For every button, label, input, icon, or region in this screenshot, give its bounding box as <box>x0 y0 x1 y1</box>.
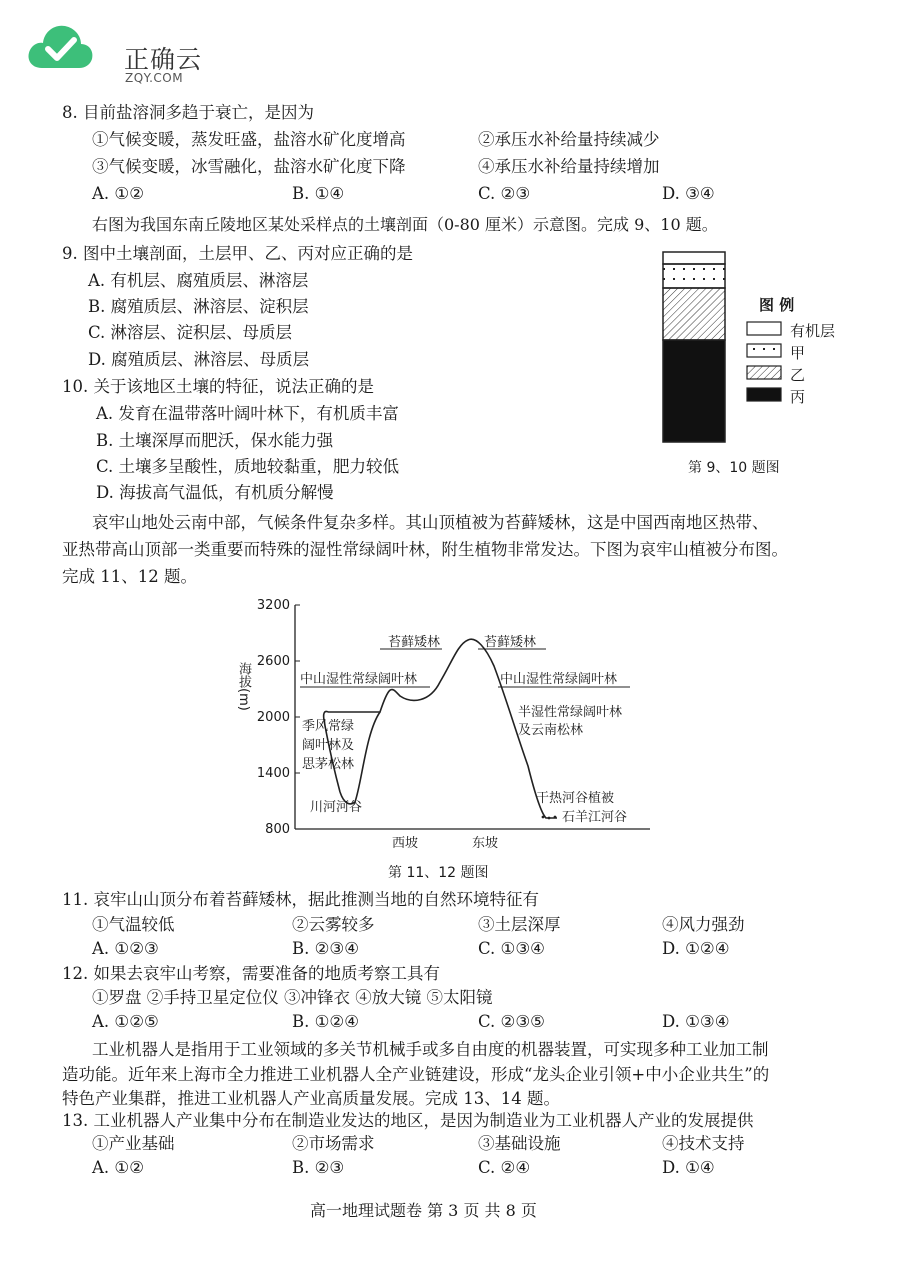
cloud-check-icon <box>24 18 96 76</box>
intro-13-14-line1: 工业机器人是指用于工业领域的多关节机械手或多自由度的机器装置，可实现多种工业加工制 <box>92 1040 769 1059</box>
soil-legend <box>747 322 781 401</box>
chart-label-moss-west: 苔藓矮林 <box>388 635 441 650</box>
q8-statement-1: ①气候变暖，蒸发旺盛，盐溶水矿化度增高 <box>92 130 406 149</box>
q13-option-c: C. ②④ <box>478 1158 531 1177</box>
q8-option-a: A. ①② <box>92 184 144 203</box>
q8-option-c: C. ②③ <box>478 184 531 203</box>
q9-option-a: A. 有机层、腐殖质层、淋溶层 <box>88 271 309 290</box>
chart-label-midmountain-west: 中山湿性常绿阔叶林 <box>300 672 418 687</box>
chart-label-shiyangjiang-valley: 石羊江河谷 <box>562 810 628 825</box>
q8-stem: 8. 目前盐溶洞多趋于衰亡，是因为 <box>62 103 314 122</box>
q8-statement-2: ②承压水补给量持续减少 <box>478 130 660 149</box>
q9-option-d: D. 腐殖质层、淋溶层、母质层 <box>88 350 310 369</box>
legend-swatch-organic <box>747 322 781 335</box>
q11-statement-3: ③土层深厚 <box>478 915 561 934</box>
q12-option-d: D. ①③④ <box>662 1012 730 1031</box>
intro-9-10: 右图为我国东南丘陵地区某处采样点的土壤剖面（0-80 厘米）示意图。完成 9、10 题。 <box>92 215 718 234</box>
q11-statement-1: ①气温较低 <box>92 915 175 934</box>
q13-stem: 13. 工业机器人产业集中分布在制造业发达的地区，是因为制造业为工业机器人产业的发展提供 <box>62 1111 754 1130</box>
q12-option-a: A. ①②⑤ <box>92 1012 159 1031</box>
q13-option-a: A. ①② <box>92 1158 144 1177</box>
q11-option-a: A. ①②③ <box>92 939 159 958</box>
soil-legend-bing: 丙 <box>790 388 806 406</box>
chart-label-chuanhe-valley: 川河河谷 <box>310 800 363 815</box>
layer-yi <box>663 288 725 340</box>
q12-option-c: C. ②③⑤ <box>478 1012 545 1031</box>
q10-option-c: C. 土壤多呈酸性，质地较黏重，肥力较低 <box>96 457 400 476</box>
soil-legend-jia: 甲 <box>790 344 806 362</box>
soil-legend-yi: 乙 <box>790 366 806 384</box>
q13-statement-3: ③基础设施 <box>478 1134 561 1153</box>
y-tick-label: 1400 <box>256 766 290 781</box>
intro-13-14-line3: 特色产业集群，推进工业机器人产业高质量发展。完成 13、14 题。 <box>62 1089 560 1108</box>
q10-stem: 10. 关于该地区土壤的特征，说法正确的是 <box>62 377 374 396</box>
q8-option-b: B. ①④ <box>292 184 345 203</box>
q11-statement-2: ②云雾较多 <box>292 915 375 934</box>
legend-swatch-bing <box>747 388 781 401</box>
valley-dot <box>542 816 545 819</box>
y-tick-label: 3200 <box>256 598 290 613</box>
brand-name: 正确云 <box>124 45 203 74</box>
y-tick-label: 2000 <box>256 710 290 725</box>
q13-statement-4: ④技术支持 <box>662 1134 745 1153</box>
layer-bing <box>663 340 725 442</box>
chart-label-moss-east: 苔藓矮林 <box>484 635 537 650</box>
legend-swatch-yi <box>747 366 781 379</box>
valley-dot <box>554 816 557 819</box>
soil-figure-caption: 第 9、10 题图 <box>688 460 780 476</box>
q11-statement-4: ④风力强劲 <box>662 915 745 934</box>
q10-option-d: D. 海拔高气温低，有机质分解慢 <box>96 483 334 502</box>
q10-option-b: B. 土壤深厚而肥沃，保水能力强 <box>96 431 334 450</box>
x-label-east-slope: 东坡 <box>472 836 499 851</box>
valley-dot <box>548 817 551 820</box>
x-label-west-slope: 西坡 <box>392 836 419 851</box>
q13-statement-1: ①产业基础 <box>92 1134 175 1153</box>
q10-option-a: A. 发育在温带落叶阔叶林下，有机质丰富 <box>96 404 399 423</box>
q9-option-c: C. 淋溶层、淀积层、母质层 <box>88 323 293 342</box>
q11-option-b: B. ②③④ <box>292 939 359 958</box>
q12-option-b: B. ①②④ <box>292 1012 359 1031</box>
intro-11-12-line3: 完成 11、12 题。 <box>62 567 197 586</box>
chart-label-semihumid-2: 及云南松林 <box>518 723 584 738</box>
intro-13-14-line2: 造功能。近年来上海市全力推进工业机器人全产业链建设，形成“龙头企业引领+中小企业共生”的 <box>62 1065 770 1084</box>
y-tick-label: 2600 <box>256 654 290 669</box>
chart-label-monsoon-3: 思茅松林 <box>302 757 355 772</box>
brand-logo <box>24 18 204 85</box>
q12-statements: ①罗盘 ②手持卫星定位仪 ③冲锋衣 ④放大镜 ⑤太阳镜 <box>92 988 493 1007</box>
chart-label-semihumid-1: 半湿性常绿阔叶林 <box>518 705 623 720</box>
q8-option-d: D. ③④ <box>662 184 715 203</box>
organic-layer <box>663 252 725 264</box>
elevation-profile-west <box>355 712 380 802</box>
chart-label-midmountain-east: 中山湿性常绿阔叶林 <box>500 672 618 687</box>
chart-label-monsoon-2: 阔叶林及 <box>302 738 355 753</box>
chart-label-dry-hot-valley: 干热河谷植被 <box>536 791 615 806</box>
intro-11-12-line1: 哀牢山地处云南中部，气候条件复杂多样。其山顶植被为苔藓矮林，这是中国西南地区热带、 <box>92 513 769 532</box>
vegetation-chart-caption: 第 11、12 题图 <box>388 865 489 881</box>
q13-statement-2: ②市场需求 <box>292 1134 375 1153</box>
q11-stem: 11. 哀牢山山顶分布着苔藓矮林，据此推测当地的自然环境特征有 <box>62 890 539 909</box>
soil-column <box>663 252 725 442</box>
y-axis-label: 海拔(m) <box>236 662 251 711</box>
q13-option-b: B. ②③ <box>292 1158 345 1177</box>
q11-option-c: C. ①③④ <box>478 939 545 958</box>
legend-swatch-jia <box>747 344 781 357</box>
page-footer: 高一地理试题卷 第 3 页 共 8 页 <box>310 1201 537 1220</box>
q13-option-d: D. ①④ <box>662 1158 715 1177</box>
vegetation-chart <box>240 592 660 862</box>
q9-stem: 9. 图中土壤剖面，土层甲、乙、丙对应正确的是 <box>62 244 413 263</box>
q12-stem: 12. 如果去哀牢山考察，需要准备的地质考察工具有 <box>62 964 440 983</box>
brand-domain: ZQY.COM <box>125 71 184 85</box>
q11-option-d: D. ①②④ <box>662 939 730 958</box>
q8-statement-4: ④承压水补给量持续增加 <box>478 157 660 176</box>
y-ticks <box>257 598 300 837</box>
soil-legend-organic: 有机层 <box>790 322 836 340</box>
soil-legend-title: 图 例 <box>759 296 795 314</box>
layer-jia <box>663 264 725 288</box>
q9-option-b: B. 腐殖质层、淋溶层、淀积层 <box>88 297 309 316</box>
chart-label-monsoon-1: 季风常绿 <box>302 719 355 734</box>
q8-statement-3: ③气候变暖，冰雪融化，盐溶水矿化度下降 <box>92 157 406 176</box>
y-tick-label: 800 <box>265 822 290 837</box>
soil-profile-figure <box>650 245 850 480</box>
intro-11-12-line2: 亚热带高山顶部一类重要而特殊的湿性常绿阔叶林，附生植物非常发达。下图为哀牢山植被分布图。 <box>62 540 788 559</box>
